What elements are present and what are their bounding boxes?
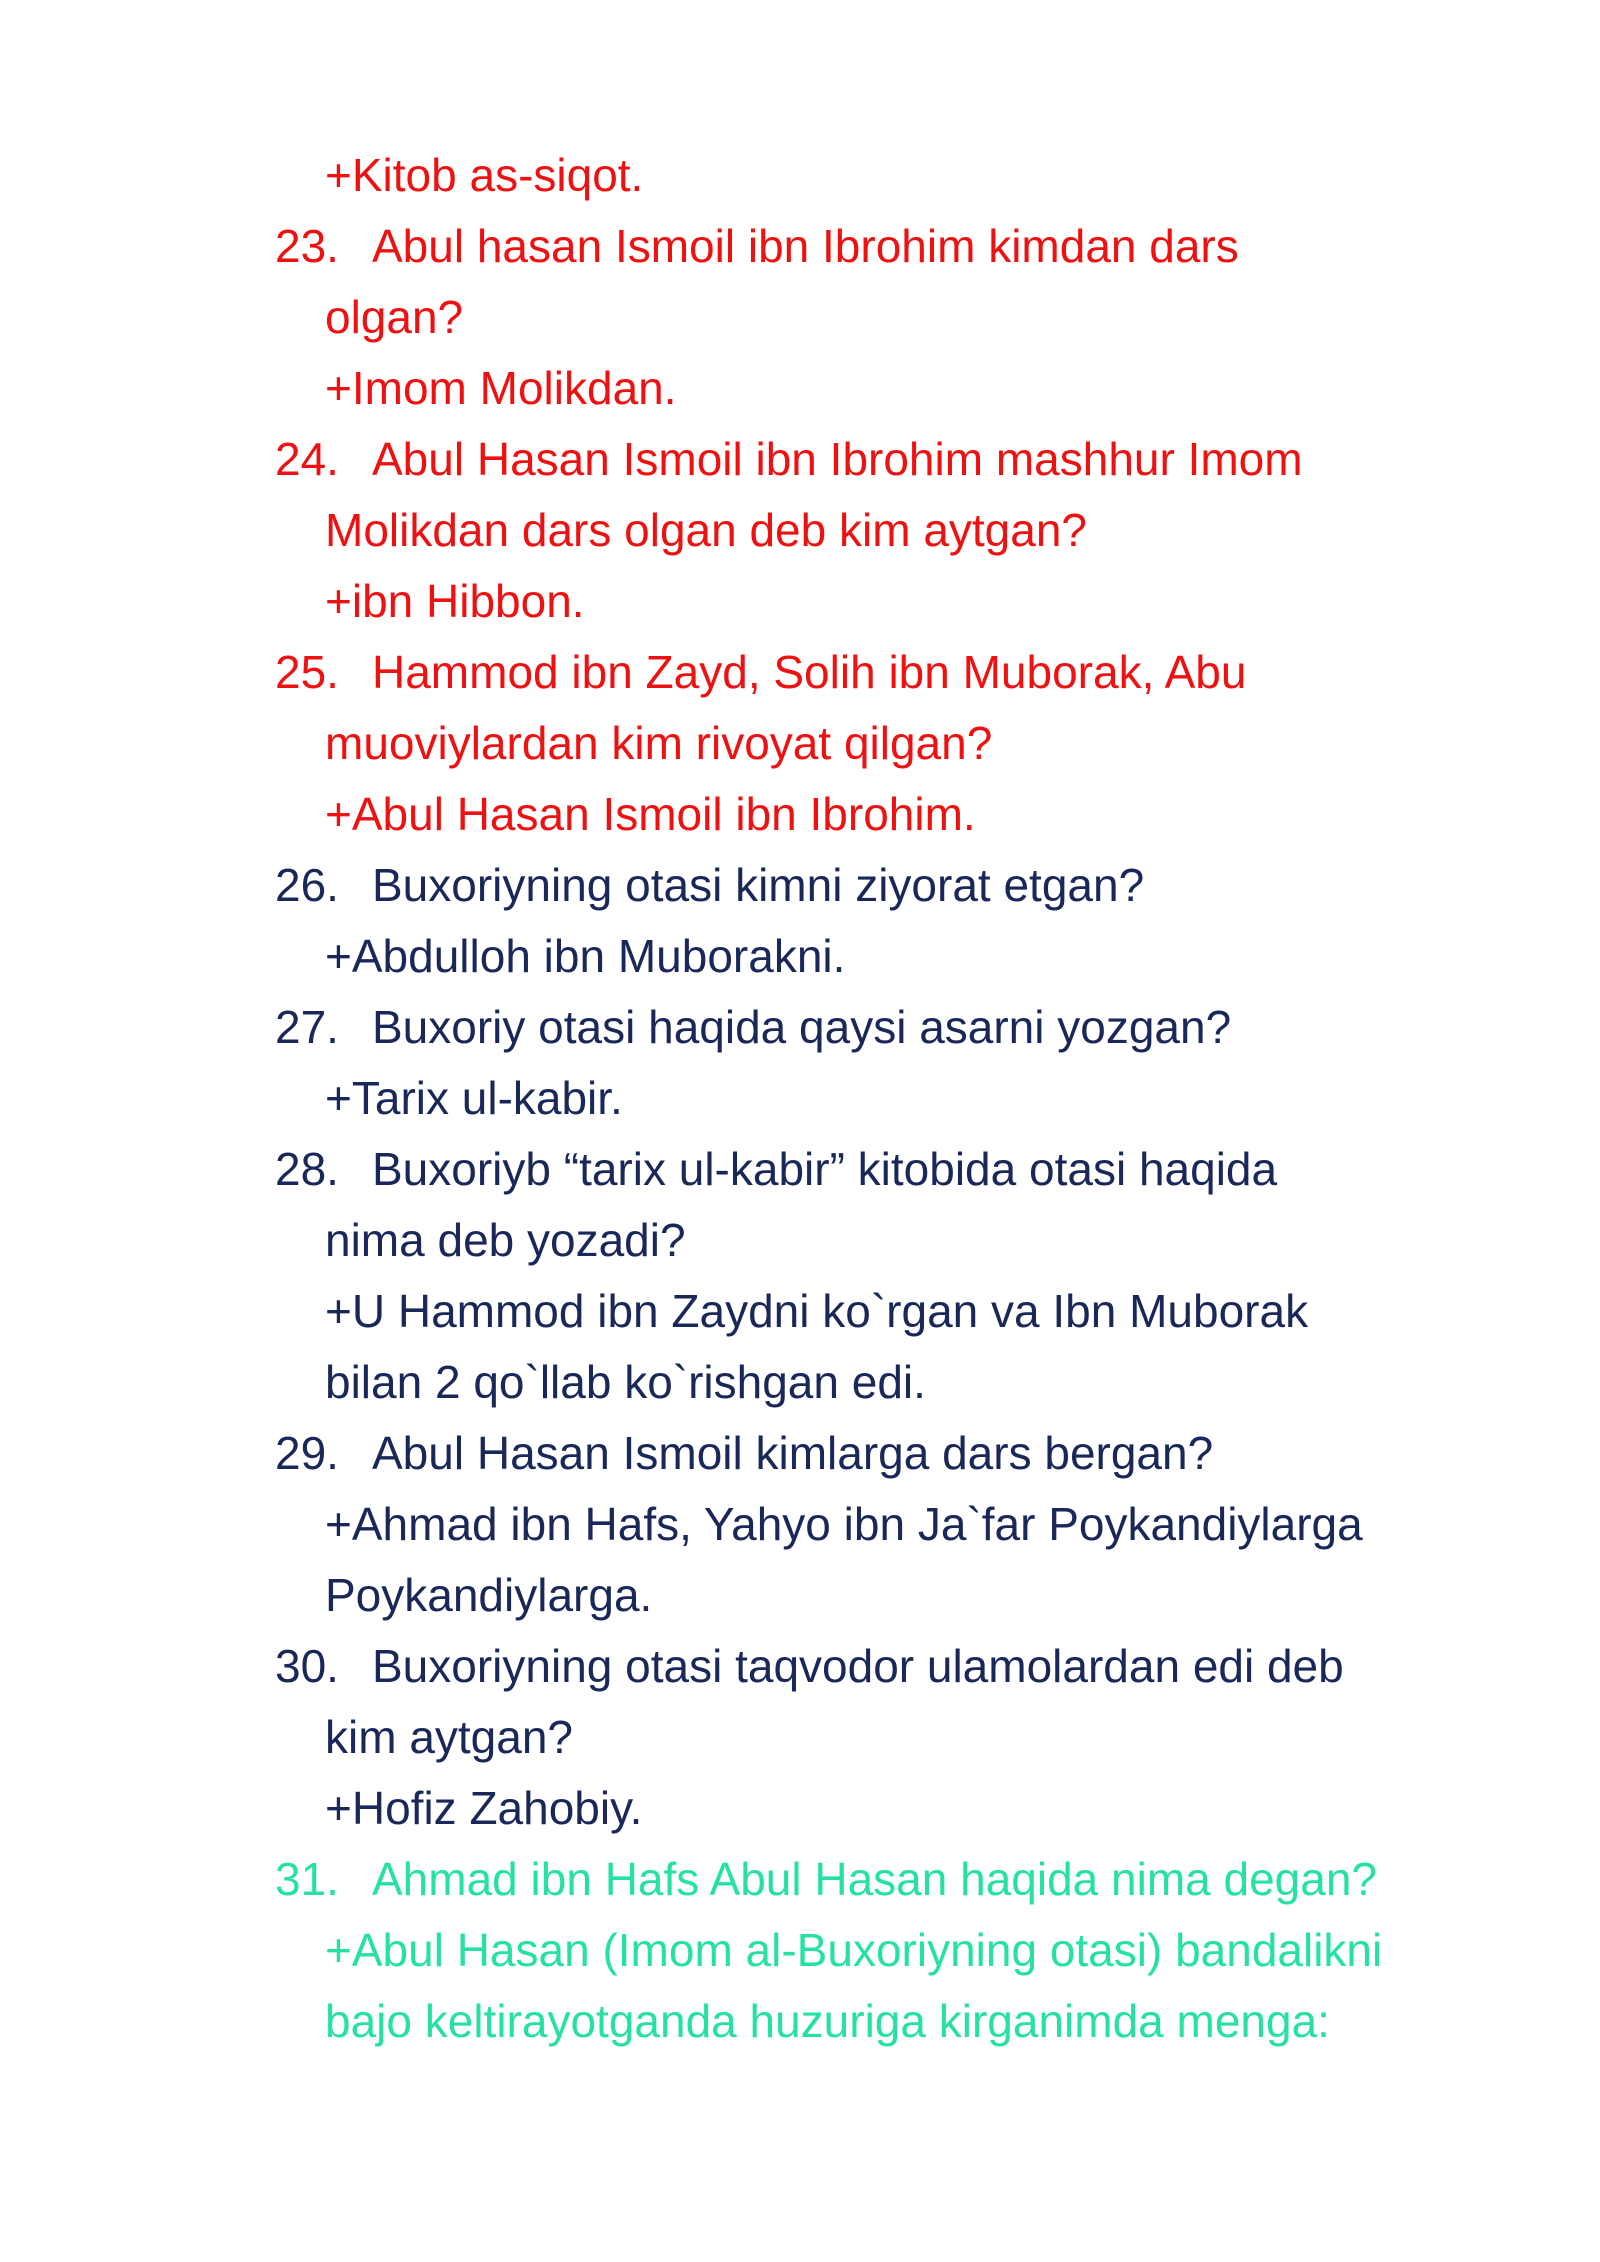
question-30: [275, 1631, 1515, 1702]
question-26: [275, 850, 1515, 921]
question-23: [275, 211, 1515, 282]
question-24-cont: Molikdan dars olgan deb kim aytgan?: [325, 504, 1088, 556]
question-number: 26.: [275, 859, 339, 911]
question-number: 28.: [275, 1143, 339, 1195]
answer-24: +ibn Hibbon.: [325, 575, 585, 627]
question-number: 27.: [275, 1001, 339, 1053]
question-31: [275, 1844, 1515, 1915]
question-29: [275, 1418, 1515, 1489]
question-text: Buxoriyning otasi kimni ziyorat etgan?: [372, 859, 1145, 911]
answer-31-cont: bajo keltirayotganda huzuriga kirganimda menga:: [325, 1995, 1330, 2047]
question-text: Hammod ibn Zayd, Solih ibn Muborak, Abu: [372, 646, 1247, 698]
question-text: Buxoriyb “tarix ul-kabir” kitobida otasi haqida: [372, 1143, 1278, 1195]
question-number: 30.: [275, 1640, 339, 1692]
question-text: Abul hasan Ismoil ibn Ibrohim kimdan dars: [372, 220, 1239, 272]
answer-26: +Abdulloh ibn Muborakni.: [325, 930, 846, 982]
question-text: Abul Hasan Ismoil kimlarga dars bergan?: [372, 1427, 1214, 1479]
answer-25: +Abul Hasan Ismoil ibn Ibrohim.: [325, 788, 976, 840]
question-23-cont: olgan?: [325, 291, 464, 343]
question-text: Ahmad ibn Hafs Abul Hasan haqida nima degan?: [372, 1853, 1378, 1905]
question-number: 29.: [275, 1427, 339, 1479]
question-number: 25.: [275, 646, 339, 698]
question-24: [275, 424, 1515, 495]
answer-22: +Kitob as-siqot.: [325, 149, 644, 201]
answer-30: +Hofiz Zahobiy.: [325, 1782, 643, 1834]
answer-28-cont: bilan 2 qo`llab ko`rishgan edi.: [325, 1356, 926, 1408]
document-page: [275, 140, 1515, 2057]
question-30-cont: kim aytgan?: [325, 1711, 574, 1763]
question-28: [275, 1134, 1515, 1205]
question-number: 24.: [275, 433, 339, 485]
question-number: 23.: [275, 220, 339, 272]
question-25-cont: muoviylardan kim rivoyat qilgan?: [325, 717, 993, 769]
question-text: Buxoriyning otasi taqvodor ulamolardan edi deb: [372, 1640, 1344, 1692]
answer-27: +Tarix ul-kabir.: [325, 1072, 623, 1124]
answer-28: +U Hammod ibn Zaydni ko`rgan va Ibn Muborak: [325, 1285, 1309, 1337]
question-text: Buxoriy otasi haqida qaysi asarni yozgan?: [372, 1001, 1232, 1053]
question-27: [275, 992, 1515, 1063]
question-text: Abul Hasan Ismoil ibn Ibrohim mashhur Imom: [372, 433, 1303, 485]
answer-31: +Abul Hasan (Imom al-Buxoriyning otasi) bandalikni: [325, 1924, 1383, 1976]
answer-29-cont: Poykandiylarga.: [325, 1569, 653, 1621]
question-number: 31.: [275, 1853, 339, 1905]
answer-23: +Imom Molikdan.: [325, 362, 677, 414]
answer-29: +Ahmad ibn Hafs, Yahyo ibn Ja`far Poykandiylarga: [325, 1498, 1363, 1550]
question-25: [275, 637, 1515, 708]
question-28-cont: nima deb yozadi?: [325, 1214, 686, 1266]
